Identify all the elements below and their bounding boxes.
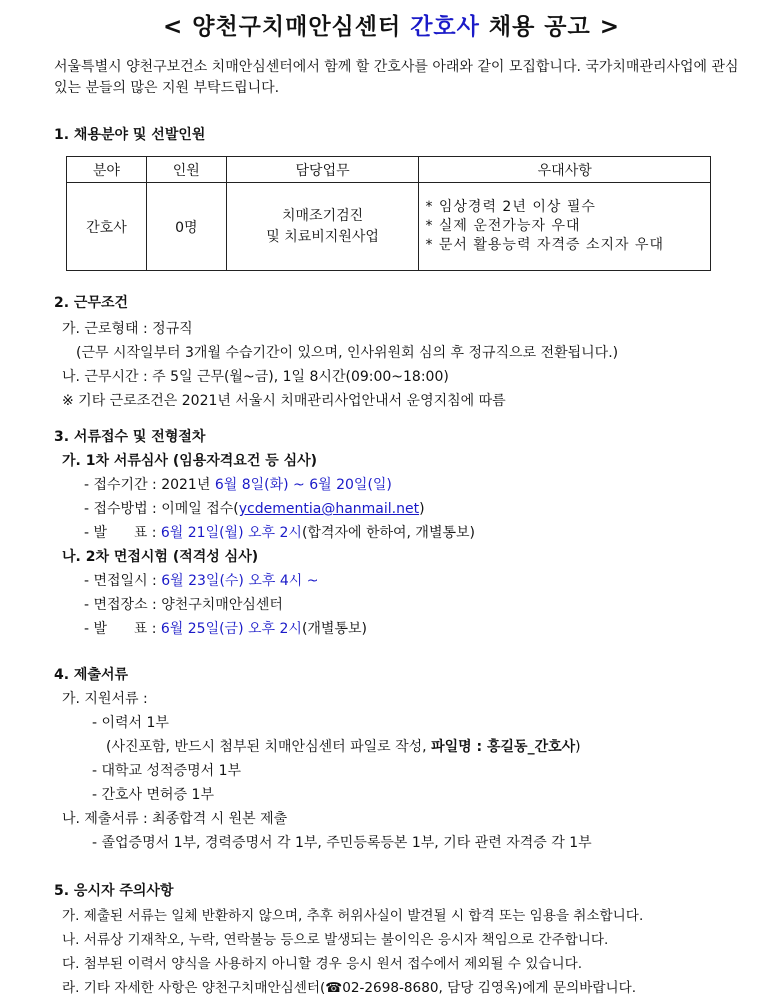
final-announcement: - 발 표 : 6월 25일(금) 오후 2시(개별통보)	[84, 621, 367, 637]
step1-title: 가. 1차 서류심사 (임용자격요건 등 심사)	[62, 453, 318, 469]
page-title: < 양천구치매안심센터 간호사 채용 공고 >	[162, 14, 621, 40]
work-type: 가. 근로형태 : 정규직	[62, 321, 193, 337]
header-duty: 담당업무	[226, 157, 419, 183]
cell-preferences	[419, 183, 711, 271]
section4-heading: 4. 제출서류	[54, 667, 129, 683]
recruit-table	[66, 156, 711, 271]
final-docs-title: 나. 제출서류 : 최종합격 시 원본 제출	[62, 811, 288, 827]
table-row	[67, 183, 711, 271]
table-header-row	[67, 157, 711, 183]
section2-heading: 2. 근무조건	[54, 295, 129, 311]
final-docs-list: - 졸업증명서 1부, 경력증명서 각 1부, 주민등록등본 1부, 기타 관련 자격증 각 1부	[92, 835, 592, 851]
step2-title: 나. 2차 면접시험 (적격성 심사)	[62, 549, 259, 565]
work-type-note: (근무 시작일부터 3개월 수습기간이 있으며, 인사위원회 심의 후 정규직으로 전환됩니다.)	[76, 345, 619, 361]
first-announcement: - 발 표 : 6월 21일(월) 오후 2시(합격자에 한하여, 개별통보)	[84, 525, 475, 541]
interview-date: - 면접일시 : 6월 23일(수) 오후 4시 ~	[84, 573, 319, 589]
doc-resume: - 이력서 1부	[92, 715, 169, 731]
header-field: 분야	[67, 157, 147, 183]
section3-heading: 3. 서류접수 및 전형절차	[54, 429, 206, 445]
apply-docs: 가. 지원서류 :	[62, 691, 148, 707]
title-highlight: 간호사	[410, 14, 480, 40]
preference-item: * 문서 활용능력 자격증 소지자 우대	[425, 237, 665, 253]
cell-count: 0명	[146, 183, 226, 271]
section5-heading: 5. 응시자 주의사항	[54, 883, 174, 899]
notice-item: 다. 첨부된 이력서 양식을 사용하지 아니할 경우 응시 원서 접수에서 제외될 수 있습니다.	[62, 956, 583, 972]
preference-item: * 실제 운전가능자 우대	[425, 218, 581, 234]
doc-resume-note: (사진포함, 반드시 첨부된 치매안심센터 파일로 작성, 파일명 : 홍길동_간호사)	[106, 739, 581, 755]
preference-item: * 임상경력 2년 이상 필수	[425, 199, 596, 215]
doc-transcript: - 대학교 성적증명서 1부	[92, 763, 242, 779]
notice-item: 라. 기타 자세한 사항은 양천구치매안심센터(☎02-2698-8680, 담당 김영옥)에게 문의바랍니다.	[62, 980, 637, 996]
notice-item: 가. 제출된 서류는 일체 반환하지 않으며, 추후 허위사실이 발견될 시 합격 또는 임용을 취소합니다.	[62, 908, 644, 924]
application-method: - 접수방법 : 이메일 접수(ycdementia@hanmail.net)	[84, 501, 425, 517]
email-link[interactable]: ycdementia@hanmail.net	[238, 501, 420, 517]
header-preference: 우대사항	[419, 157, 711, 183]
cell-field: 간호사	[67, 183, 147, 271]
notice-item: 나. 서류상 기재착오, 누락, 연락불능 등으로 발생되는 불이익은 응시자 책임으로 간주합니다.	[62, 932, 609, 948]
section1-heading: 1. 채용분야 및 선발인원	[54, 127, 206, 143]
work-hours: 나. 근무시간 : 주 5일 근무(월~금), 1일 8시간(09:00~18:00)	[62, 369, 449, 385]
intro-text: 서울특별시 양천구보건소 치매안심센터에서 함께 할 간호사를 아래와 같이 모집합니다. 국가치매관리사업에 관심 있는 분들의 많은 지원 부탁드립니다.	[54, 59, 739, 96]
doc-license: - 간호사 면허증 1부	[92, 787, 214, 803]
cell-duty: 치매조기검진 및 치료비지원사업	[226, 183, 419, 271]
header-count: 인원	[146, 157, 226, 183]
work-etc: ※ 기타 근로조건은 2021년 서울시 치매관리사업안내서 운영지침에 따름	[62, 393, 506, 409]
application-period: - 접수기간 : 2021년 6월 8일(화) ~ 6월 20일(일)	[84, 477, 392, 493]
interview-place: - 면접장소 : 양천구치매안심센터	[84, 597, 283, 613]
